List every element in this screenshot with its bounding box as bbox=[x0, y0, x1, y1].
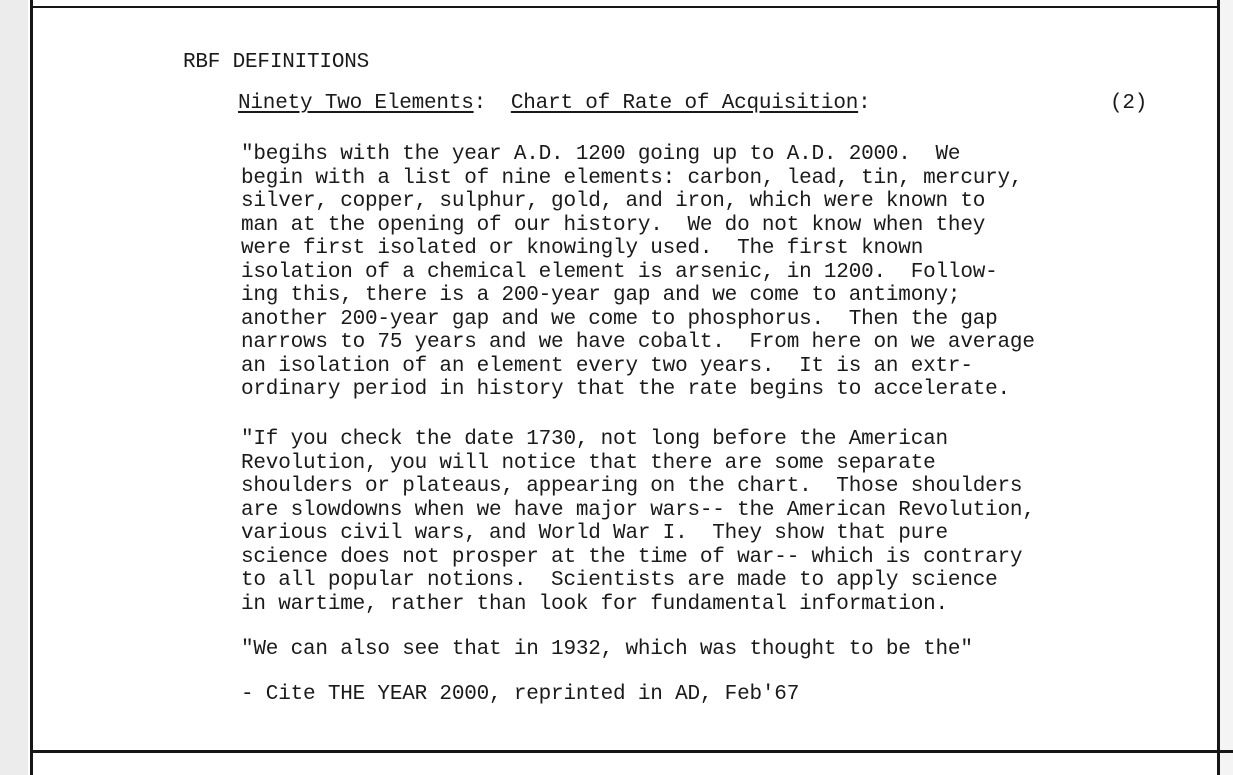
paragraph-line: were first isolated or knowingly used. The first known bbox=[241, 237, 924, 260]
paragraph-line: to all popular notions. Scientists are made to apply science bbox=[241, 569, 998, 592]
paragraph-line: "If you check the date 1730, not long before the American bbox=[241, 428, 948, 451]
paragraph-line: narrows to 75 years and we have cobalt. From here on we average bbox=[241, 331, 1035, 354]
paragraph-line: ordinary period in history that the rate begins to accelerate. bbox=[241, 378, 1010, 401]
paragraph-line: in wartime, rather than look for fundamental information. bbox=[241, 592, 948, 616]
paragraph-line: man at the opening of our history. We do not know when they bbox=[241, 213, 986, 237]
title-separator-2: : bbox=[858, 92, 871, 115]
paragraph-line: another 200-year gap and we come to phosphorus. Then the gap bbox=[241, 307, 998, 331]
header-label: RBF DEFINITIONS bbox=[183, 51, 370, 74]
card-border-top bbox=[30, 6, 1220, 8]
paragraph-line: an isolation of an element every two years. It is an extr- bbox=[241, 354, 973, 378]
paragraph-line: isolation of a chemical element is arsenic, in 1200. Follow- bbox=[241, 260, 998, 284]
paragraph-line: begin with a list of nine elements: carbon, lead, tin, mercury, bbox=[241, 166, 1023, 190]
scan-left-margin bbox=[0, 0, 28, 775]
card-border-bottom bbox=[30, 750, 1233, 753]
paragraph-line: various civil wars, and World War I. They show that pure bbox=[241, 522, 948, 545]
paragraph-2 bbox=[241, 428, 1035, 616]
paragraph-line: silver, copper, sulphur, gold, and iron, which were known to bbox=[241, 190, 986, 213]
paragraph-line: science does not prosper at the time of war-- which is contrary bbox=[241, 545, 1023, 569]
paragraph-line: shoulders or plateaus, appearing on the chart. Those shoulders bbox=[241, 475, 1023, 498]
paragraph-3 bbox=[241, 638, 973, 662]
title-separator-1: : bbox=[473, 92, 511, 115]
card-border-right bbox=[1217, 0, 1220, 775]
title-part-1: Ninety Two Elements bbox=[238, 92, 474, 115]
paragraph-1 bbox=[241, 143, 1035, 402]
card-border-left bbox=[30, 0, 33, 775]
definition-title bbox=[238, 92, 871, 116]
scan-right-margin bbox=[1220, 0, 1233, 775]
paragraph-line: ing this, there is a 200-year gap and we come to antimony; bbox=[241, 284, 961, 307]
paragraph-line: Revolution, you will notice that there are some separate bbox=[241, 451, 936, 475]
citation: - Cite THE YEAR 2000, reprinted in AD, Feb'67 bbox=[241, 683, 800, 706]
page-number: (2) bbox=[1110, 92, 1148, 115]
title-part-2: Chart of Rate of Acquisition bbox=[510, 92, 859, 115]
paragraph-line: "We can also see that in 1932, which was thought to be the" bbox=[241, 638, 973, 661]
paragraph-line: "begihs with the year A.D. 1200 going up to A.D. 2000. We bbox=[241, 143, 961, 166]
paragraph-line: are slowdowns when we have major wars-- the American Revolution, bbox=[241, 498, 1035, 522]
